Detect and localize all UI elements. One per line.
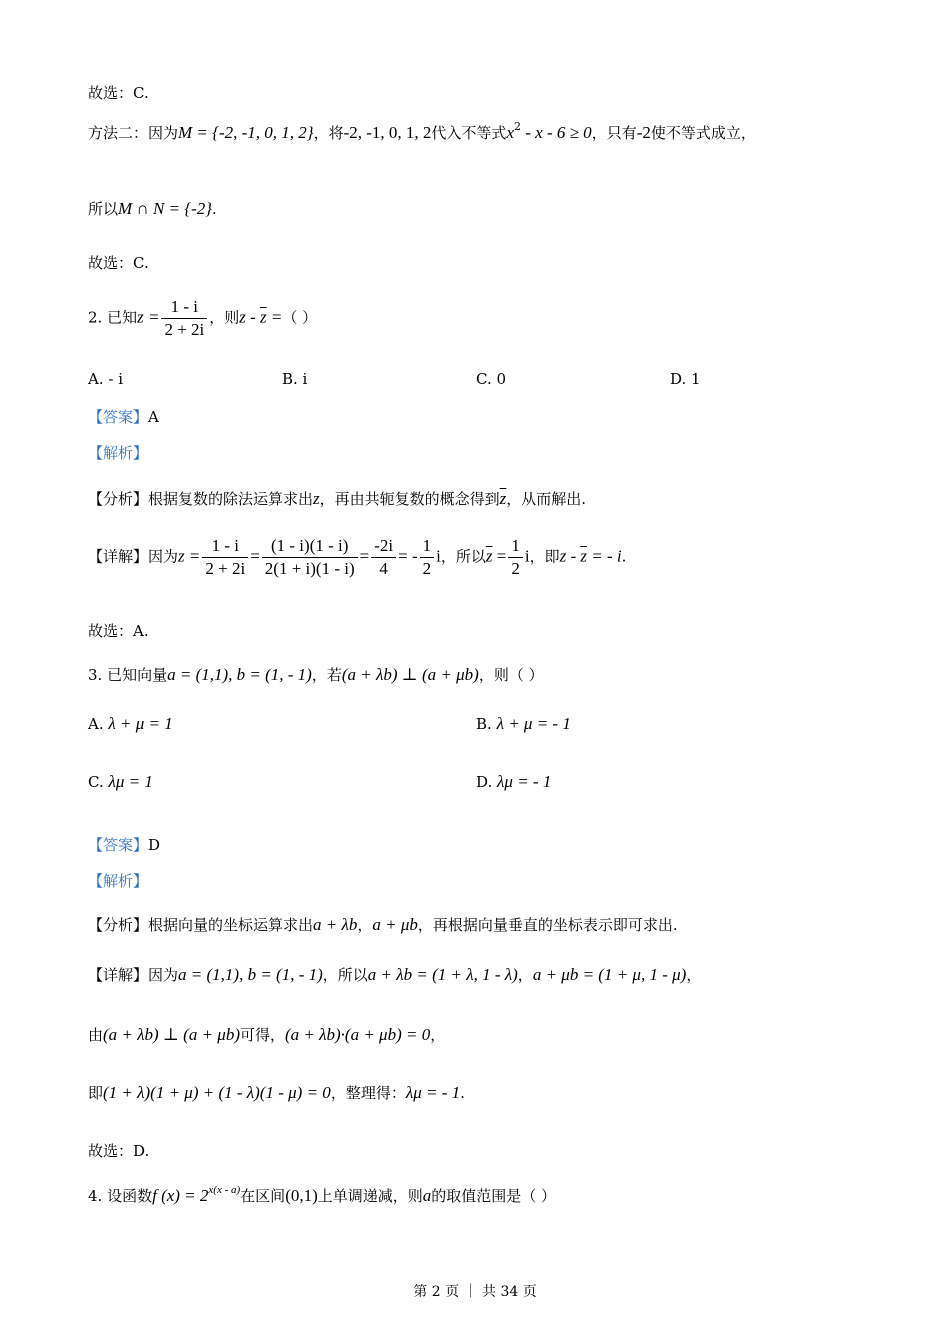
text: 故选：C. xyxy=(88,254,149,272)
text-line xyxy=(88,82,149,103)
math-interval: (0,1) xyxy=(285,1186,318,1205)
xiangjie-line: 【详解】因为a = (1,1), b = (1, - 1)，所以a + λb = (1 + λ, 1 - λ)，a + μb = (1 + μ, 1 - μ)， xyxy=(88,965,702,984)
option-d: D. 1 xyxy=(670,370,701,388)
math-exponent: x(x - a) xyxy=(208,1184,241,1196)
math-var: x xyxy=(506,123,514,142)
math-set: M = {-2, -1, 0, 1, 2} xyxy=(178,123,314,142)
text: ，则 xyxy=(209,308,240,327)
answer-tag: 【答案】 xyxy=(88,408,149,426)
math-vectors: a = (1,1), b = (1, - 1) xyxy=(167,665,312,684)
option-b: B. i xyxy=(282,370,308,388)
fraction: $\frac{1}{2}$ xyxy=(420,535,435,580)
text: 故选：C. xyxy=(88,84,149,102)
text: 使不等式成立， xyxy=(650,124,756,142)
fenxi-line: 【分析】根据向量的坐标运算求出a + λb，a + μb，再根据向量垂直的坐标表示即可求出. xyxy=(88,915,678,934)
option-c: C. 0 xyxy=(476,370,507,388)
xiangjie-line: 【详解】因为z = $\frac{1 - i}{2 + 2i}$ = $\frac{(1 - i)(1 - i)}{2(1 + i)(1 - i)}$ = $\frac{-2i}{4}$ = - $\frac{1}{2}$ i，所以$\overline{z}$ = $\frac{1}{2}$ i，即z - $\overline{z}$ = - i. xyxy=(88,536,627,578)
option-a: A. λ + μ = 1 xyxy=(88,714,173,733)
analysis-heading: 【解析】 xyxy=(88,872,149,890)
answer-value: A xyxy=(148,408,159,426)
math-inequality: - x - 6 ≥ 0 xyxy=(520,123,592,142)
math-perpendicular: (a + λb) ⊥ (a + μb) xyxy=(341,665,479,684)
fraction: $\frac{-2i}{4}$ xyxy=(371,535,396,580)
math-exponent: 2 xyxy=(513,120,521,133)
analysis-heading xyxy=(88,442,148,463)
text: ，将 xyxy=(313,124,344,142)
text: ，只有 xyxy=(591,124,637,142)
math-intersection: M ∩ N = {-2} xyxy=(118,199,213,218)
answer-line: 【答案】D xyxy=(88,836,161,854)
analysis-tag: 【解析】 xyxy=(88,444,149,462)
xiangjie-tag: 【详解】 xyxy=(88,547,149,566)
math-values: -2, -1, 0, 1, 2 xyxy=(343,123,432,142)
text-line: 即(1 + λ)(1 + μ) + (1 - λ)(1 - μ) = 0，整理得：λμ = - 1. xyxy=(88,1083,465,1102)
text-line: 故选：A. xyxy=(88,622,149,640)
math-var: z = xyxy=(137,307,160,327)
question-2-stem xyxy=(88,296,317,341)
math-expr: = xyxy=(266,307,283,327)
option-a: A. - i xyxy=(88,370,124,388)
fraction-numerator: 1 - i xyxy=(161,296,207,319)
text: . xyxy=(212,200,217,218)
question-3-stem: 3. 已知向量a = (1,1), b = (1, - 1)，若(a + λb) ⊥ (a + μb)，则（ ） xyxy=(88,665,544,684)
text-line xyxy=(88,198,217,219)
option-b: B. λ + μ = - 1 xyxy=(476,714,571,733)
text: 代入不等式 xyxy=(431,124,507,142)
fenxi-tag: 【分析】 xyxy=(88,490,149,508)
option-c: C. λμ = 1 xyxy=(88,772,153,791)
fraction xyxy=(161,296,207,341)
option-d: D. λμ = - 1 xyxy=(476,772,552,791)
math-value: -2 xyxy=(636,123,651,142)
text-line xyxy=(88,252,149,273)
text: 所以 xyxy=(88,200,119,218)
text: 2. 已知 xyxy=(88,308,138,327)
math-conjugate: $\overline{z}$ xyxy=(260,307,267,327)
math-function: f (x) = 2 xyxy=(152,1186,209,1205)
text-line: 由(a + λb) ⊥ (a + μb)可得，(a + λb)·(a + μb) = 0， xyxy=(88,1025,446,1044)
question-4-stem: 4. 设函数f $(x) = 2^{x(x - a)}$在区间(0,1)上单调递减，则a的取值范围是（ ） xyxy=(88,1184,557,1205)
method-two-line xyxy=(88,120,756,143)
fraction: $\frac{(1 - i)(1 - i)}{2(1 + i)(1 - i)}$ xyxy=(262,535,358,580)
math-expr: z - xyxy=(239,307,261,327)
fraction-denominator: 2 + 2i xyxy=(164,320,205,339)
answer-line xyxy=(88,406,159,427)
fenxi-line: 【分析】根据复数的除法运算求出z，再由共轭复数的概念得到$\overline{z}$，从而解出. xyxy=(88,489,587,508)
text: （ ） xyxy=(282,308,318,327)
fraction: $\frac{1 - i}{2 + 2i}$ xyxy=(202,535,248,580)
page-footer: 第 2 页 ｜ 共 34 页 xyxy=(413,1284,537,1300)
text-line: 故选：D. xyxy=(88,1142,150,1160)
text: 方法二：因为 xyxy=(88,124,179,142)
fraction: $\frac{1}{2}$ xyxy=(508,535,523,580)
